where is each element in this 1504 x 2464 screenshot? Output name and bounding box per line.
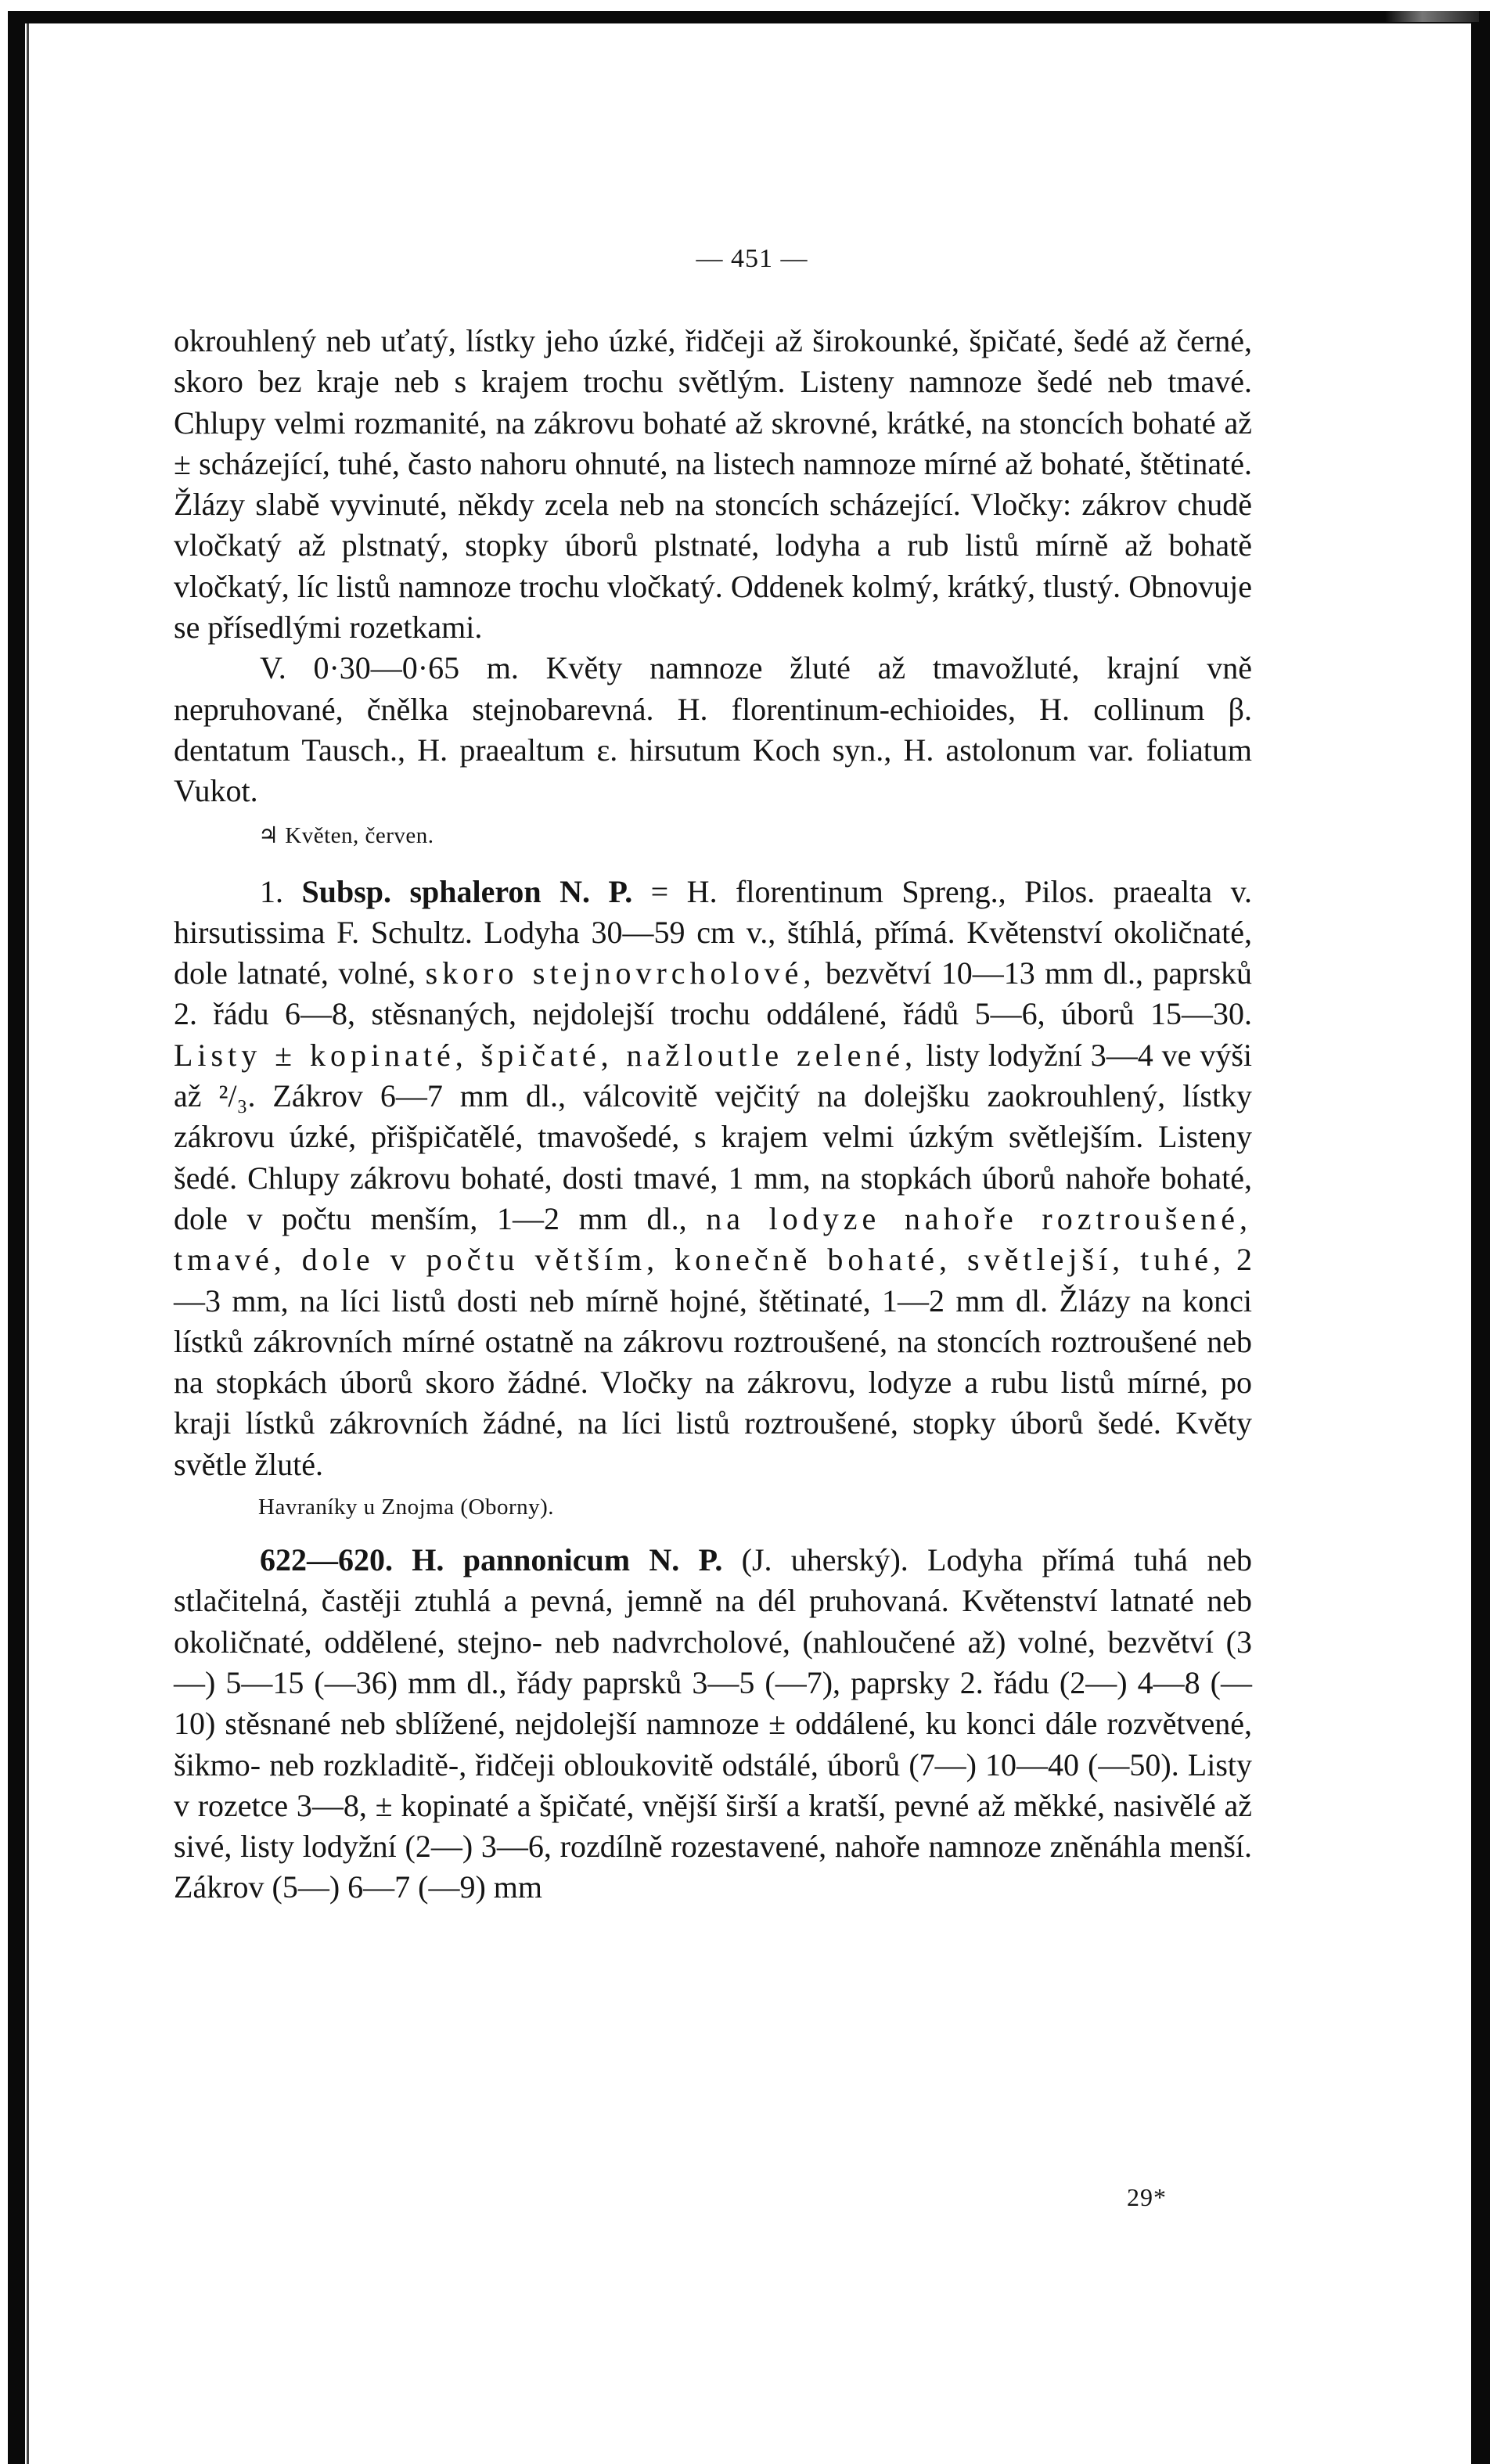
subspecies-text-a: = H. florentinum Spreng., Pilos. praealta v. hirsutissima F. Schultz. Lodyha 30—59 cm v., štíhlá, přímá. Květenství okoličnaté, dole latnaté, volné,	[174, 873, 1252, 991]
scan-border-speck	[1385, 11, 1479, 22]
species-paragraph	[174, 1540, 1252, 1908]
subspecies-text-c: listy lodyžní 3—4 ve výši až ²/₃. Zákrov 6—7 mm dl., válcovitě vejčitý na dolejšku zaokrouhlený, lístky zákrovu úzké, přišpičatělé, tmavošedé, s krajem velmi úzkým světlejším. Listeny šedé. Chlupy zákrovu bohaté, dosti tmavé, 1 mm, na stopkách úborů nahoře bohaté, dole v počtu menším, 1—2 mm dl.,	[174, 1037, 1252, 1236]
subspecies-name: Subsp. sphaleron N. P.	[301, 873, 633, 909]
flowering-time: ♃ Květen, červen.	[258, 822, 434, 848]
scan-border-right	[1471, 22, 1490, 2464]
species-text: (J. uherský). Lodyha přímá tuhá neb stlačitelná, častěji ztuhlá a pevná, jemně na dél pruhovaná. Květenství latnaté neb okoličnaté, oddělené, stejno- neb nadvrcholové, (nahloučené až) volné, bezvětví (3—) 5—15 (—36) mm dl., řády paprsků 3—5 (—7), paprsky 2. řádu (2—) 4—8 (—10) stěsnané neb sblížené, nejdolejší namnoze ± oddálené, ku konci dále rozvětvené, šikmo- neb rozkladitě-, řidčeji obloukovitě odstálé, úborů (7—) 10—40 (—50). Listy v rozetce 3—8, ± kopinaté a špičaté, vnější širší a kratší, pevné až měkké, nasivělé až sivé, listy lodyžní (2—) 3—6, rozdílně rozestavené, nahoře namnoze zněnáhla menší. Zákrov (5—) 6—7 (—9) mm	[174, 1542, 1253, 1905]
scan-border-top	[8, 11, 1490, 23]
page-body	[174, 321, 1252, 1908]
locality-note: Havraníky u Znojma (Oborny).	[258, 1495, 555, 1520]
species-name: H. pannonicum N. P.	[412, 1542, 723, 1578]
scan-border-left-inner	[27, 23, 29, 2464]
subspecies-spaced-b: Listy ± kopinaté, špičaté, nažloutle zelené,	[174, 1037, 918, 1073]
subspecies-number: 1.	[260, 873, 302, 909]
scan-border-left	[8, 22, 25, 2464]
subspecies-text-d: 2—3 mm, na líci listů dosti neb mírně hojné, štětinaté, 1—2 mm dl. Žlázy na konci lístků zákrovních mírné ostatně na zákrovu roztroušené, na stoncích roztroušené neb na stopkách úborů skoro žádné. Vločky na zákrovu, lodyze a rubu listů mírné, po kraji lístků zákrovních žádné, na líci listů roztroušené, stopky úborů šedé. Květy světle žluté.	[174, 1242, 1253, 1482]
subspecies-text-b: bezvětví 10—13 mm dl., paprsků 2. řádu 6—8, stěsnaných, nejdolejší trochu oddálené, řádů 5—6, úborů 15—30.	[174, 955, 1253, 1032]
subspecies-paragraph	[174, 872, 1252, 1485]
page-number: — 451 —	[696, 244, 808, 273]
description-paragraph: okrouhlený neb uťatý, lístky jeho úzké, řidčeji až širokounké, špičaté, šedé až černé, skoro bez kraje neb s krajem trochu světlým. Listeny namnoze šedé neb tmavé. Chlupy velmi rozmanité, na zákrovu bohaté až skrovné, krátké, na stoncích bohaté až ± scházející, tuhé, často nahoru ohnuté, na listech namnoze mírné až bohaté, štětinaté. Žlázy slabě vyvinuté, někdy zcela neb na stoncích scházející. Vločky: zákrov chudě vločkatý až plstnatý, stopky úborů plstnaté, lodyha a rub listů mírně až bohatě vločkatý, líc listů namnoze trochu vločkatý. Oddenek kolmý, krátký, tlustý. Obnovuje se přísedlými rozetkami.	[174, 323, 1252, 646]
measurements-paragraph: V. 0·30—0·65 m. Květy namnoze žluté až tmavožluté, krajní vně nepruhované, čnělka stejnobarevná. H. florentinum-echioides, H. collinum β. dentatum Tausch., H. praealtum ε. hirsutum Koch syn., H. astolonum var. foliatum Vukot.	[174, 650, 1252, 809]
species-number: 622—620.	[260, 1542, 412, 1578]
subspecies-spaced-c: na lodyze nahoře roztroušené, tmavé, dole v počtu větším, konečně bohaté, světlejší, tuhé,	[174, 1200, 1252, 1278]
subspecies-spaced-a: skoro stejnovrcholové,	[425, 955, 816, 991]
printer-signature: 29*	[1127, 2183, 1167, 2211]
